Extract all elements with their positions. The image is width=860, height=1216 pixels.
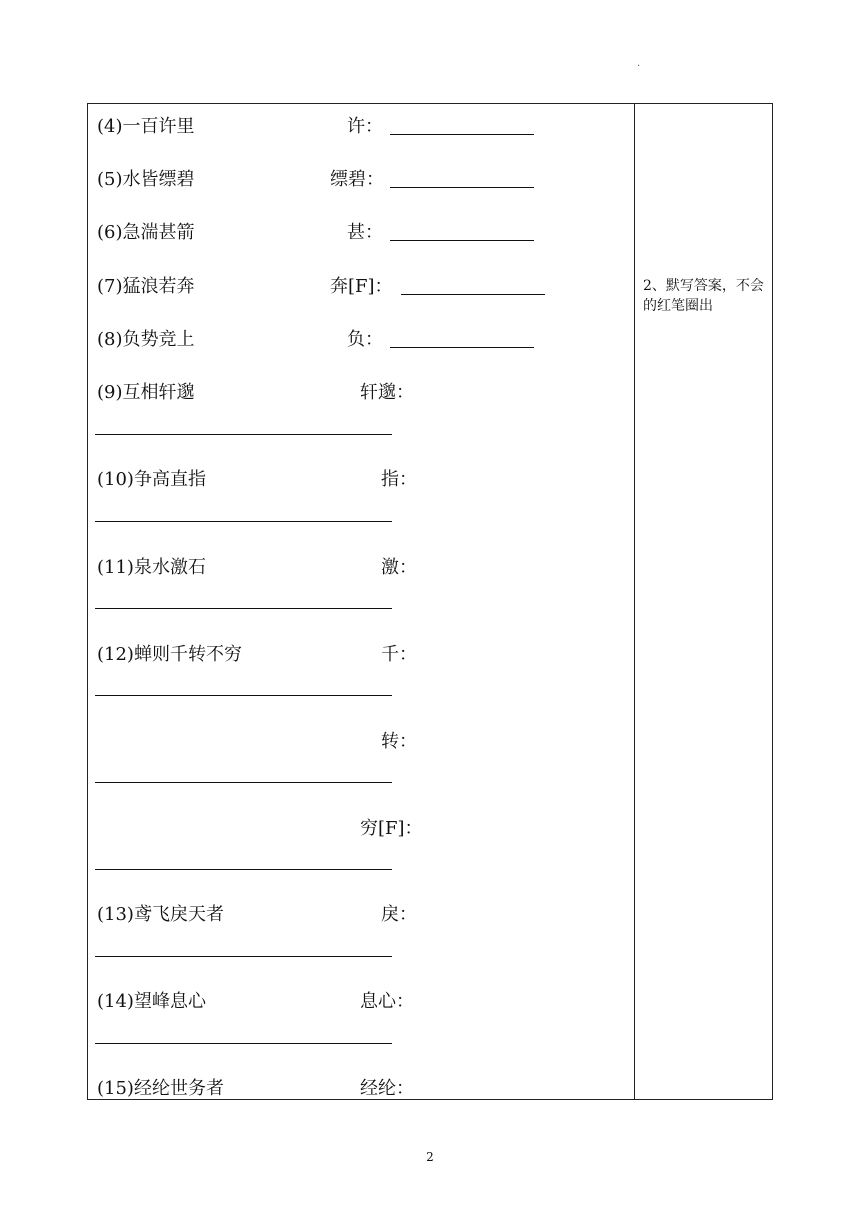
answer-label: 指： — [381, 469, 417, 490]
question-text: (5)水皆缥碧 — [97, 169, 195, 190]
answer-label: 负： — [347, 329, 383, 350]
question-text: (9)互相轩邈 — [97, 382, 195, 403]
question-text: (15)经纶世务者 — [97, 1078, 224, 1099]
question-text: (12)蝉则千转不穷 — [97, 644, 242, 665]
question-text: (14)望峰息心 — [97, 991, 206, 1012]
column-divider — [634, 103, 635, 1100]
question-text: (4)一百许里 — [97, 116, 195, 137]
answer-blank-line[interactable] — [401, 294, 545, 295]
answer-label: 千： — [381, 644, 417, 665]
answer-label: 经纶： — [360, 1078, 414, 1099]
answer-blank-line[interactable] — [95, 521, 392, 522]
question-text: (8)负势竞上 — [97, 329, 195, 350]
answer-blank-line[interactable] — [95, 608, 392, 609]
question-text: (13)鸢飞戾天者 — [97, 904, 224, 925]
answer-label: 穷[F]： — [360, 818, 423, 839]
answer-blank-line[interactable] — [95, 1043, 392, 1044]
header-mark: . — [637, 58, 641, 69]
answer-blank-line[interactable] — [390, 187, 534, 188]
answer-label: 转： — [381, 731, 417, 752]
answer-label: 激： — [381, 557, 417, 578]
question-text: (6)急湍甚箭 — [97, 222, 195, 243]
question-text: (11)泉水激石 — [97, 557, 206, 578]
answer-label: 轩邈： — [360, 382, 414, 403]
answer-label: 息心： — [360, 991, 414, 1012]
answer-blank-line[interactable] — [95, 956, 392, 957]
answer-blank-line[interactable] — [95, 869, 392, 870]
worksheet-table — [87, 103, 773, 1100]
answer-blank-line[interactable] — [390, 134, 534, 135]
answer-label: 许： — [347, 116, 383, 137]
answer-blank-line[interactable] — [95, 434, 392, 435]
answer-label: 缥碧： — [330, 169, 384, 190]
side-note: 2、默写答案，不会的红笔圈出 — [643, 278, 764, 314]
answer-blank-line[interactable] — [95, 782, 392, 783]
answer-blank-line[interactable] — [95, 695, 392, 696]
answer-label: 奔[F]： — [330, 276, 393, 297]
answer-label: 甚： — [347, 222, 383, 243]
page-number: 2 — [426, 1150, 434, 1164]
answer-blank-line[interactable] — [390, 347, 534, 348]
question-text: (10)争高直指 — [97, 469, 206, 490]
answer-blank-line[interactable] — [390, 240, 534, 241]
answer-label: 戾： — [381, 904, 417, 925]
question-text: (7)猛浪若奔 — [97, 276, 195, 297]
